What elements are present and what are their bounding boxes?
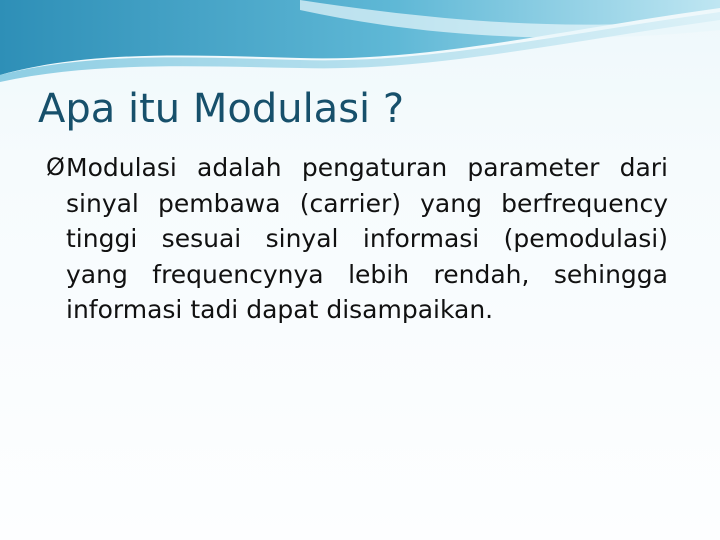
wave-banner xyxy=(0,0,720,90)
bullet-text: Modulasi adalah pengaturan parameter dari sinyal pembawa (carrier) yang berfrequency tinggi sesuai sinyal informasi (pemodulasi) yang frequencynya lebih rendah, sehingga informasi tadi dapat disampaikan. xyxy=(66,153,668,324)
bullet-item xyxy=(48,150,668,328)
arrowhead-bullet-icon: Ø xyxy=(46,153,65,181)
slide-title: Apa itu Modulasi ? xyxy=(38,86,405,132)
bullet-list xyxy=(48,150,668,328)
